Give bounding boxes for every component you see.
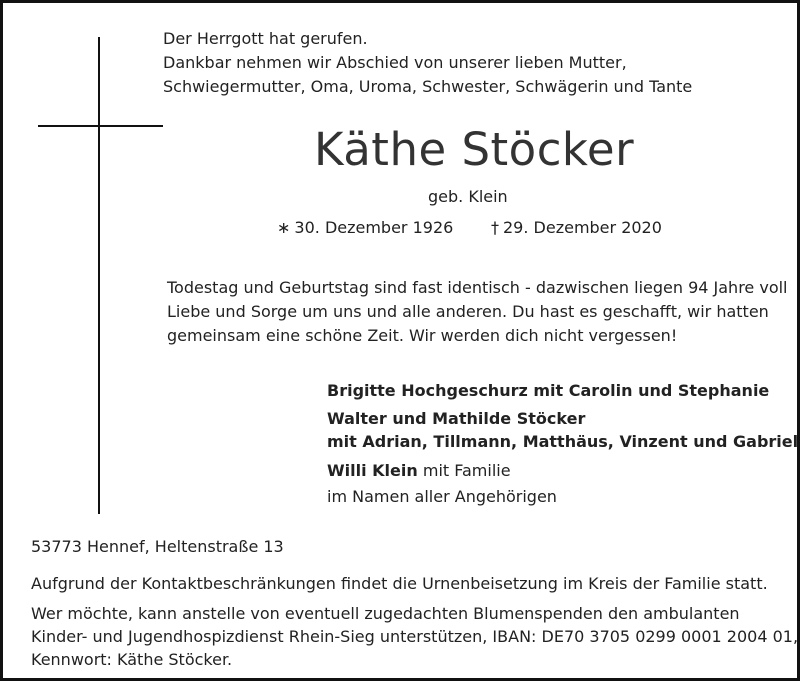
cross-vertical-bar <box>98 37 100 514</box>
donation-line: Kinder- und Jugendhospizdienst Rhein-Sieg unterstützen, IBAN: DE70 3705 0299 0001 2004 01, <box>31 627 799 646</box>
birth-star-icon: ∗ <box>277 218 291 237</box>
deceased-name: Käthe Stöcker <box>314 123 635 176</box>
message-line: Todestag und Geburtstag sind fast identisch - dazwischen liegen 94 Jahre voll <box>167 278 788 297</box>
intro-line: Schwiegermutter, Oma, Uroma, Schwester, Schwägerin und Tante <box>163 77 693 96</box>
intro-line: Der Herrgott hat gerufen. <box>163 29 368 48</box>
death-date-text: 29. Dezember 2020 <box>503 218 662 237</box>
mourner-suffix: mit Familie <box>417 461 511 480</box>
message-line: Liebe und Sorge um uns und alle anderen. Du hast es geschafft, wir hatten <box>167 302 769 321</box>
cross-horizontal-bar <box>38 125 163 127</box>
message-line: gemeinsam eine schöne Zeit. Wir werden dich nicht vergessen! <box>167 326 678 345</box>
intro-line: Dankbar nehmen wir Abschied von unserer lieben Mutter, <box>163 53 627 72</box>
memorial-message <box>167 276 788 348</box>
mourner-line <box>327 461 511 480</box>
mourner-closing: im Namen aller Angehörigen <box>327 487 557 506</box>
birth-date <box>277 217 453 239</box>
donation-line: Kennwort: Käthe Stöcker. <box>31 650 233 669</box>
family-address: 53773 Hennef, Heltenstraße 13 <box>31 537 284 556</box>
mourner-line: Brigitte Hochgeschurz mit Carolin und Stephanie <box>327 381 770 400</box>
donation-notice <box>31 602 798 671</box>
death-date <box>491 217 662 239</box>
mourner-name: Willi Klein <box>327 461 418 480</box>
maiden-name: geb. Klein <box>428 187 508 206</box>
birth-date-text: 30. Dezember 1926 <box>294 218 454 237</box>
intro-text <box>163 27 692 99</box>
burial-notice: Aufgrund der Kontaktbeschränkungen findet die Urnenbeisetzung im Kreis der Familie statt. <box>31 574 768 593</box>
death-dagger-icon: † <box>491 218 499 237</box>
mourner-line: mit Adrian, Tillmann, Matthäus, Vinzent und Gabriel <box>327 432 799 451</box>
donation-line: Wer möchte, kann anstelle von eventuell zugedachten Blumenspenden den ambulanten <box>31 604 740 623</box>
mourner-line: Walter und Mathilde Stöcker <box>327 409 586 428</box>
